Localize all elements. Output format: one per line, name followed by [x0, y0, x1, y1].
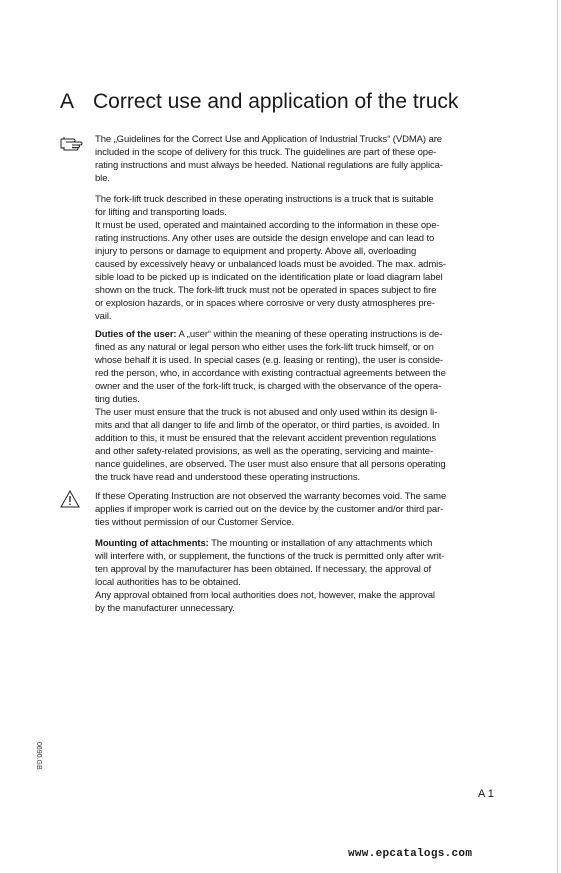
document-code: 0690.GB [35, 742, 42, 770]
footer-url: www.epcatalogs.com [348, 848, 473, 860]
pointing-hand-icon [60, 135, 86, 156]
page-number: A 1 [478, 788, 494, 800]
text-line: ties without permission of our Customer Service. [95, 517, 295, 528]
text-line: owner and the user of the fork-lift truck, is charged with the observance of the opera- [95, 381, 442, 392]
text-line: shown on the truck. The fork-lift truck must not be operated in spaces subject to fire [95, 285, 437, 296]
text-line: for lifting and transporting loads. [95, 207, 227, 218]
text-line: The „Guidelines for the Correct Use and Application of Industrial Trucks“ (VDMA) are [95, 134, 442, 145]
page-edge-line [557, 0, 558, 873]
page-title [60, 89, 520, 115]
text-line: applies if improper work is carried out on the device by the customer and/or third par- [95, 504, 444, 515]
text-line: ten approval by the manufacturer has been obtained. If necessary, the approval of [95, 564, 432, 575]
text-line: vail. [95, 311, 112, 322]
paragraph-guidelines [95, 133, 499, 185]
chapter-letter: A [60, 90, 75, 113]
text-line: and other safety-related provisions, as well as the operating, servicing and mainte- [95, 446, 434, 457]
paragraph-duties-of-user [95, 328, 499, 484]
text-line [95, 328, 499, 341]
text-line: It must be used, operated and maintained according to the information in these ope- [95, 220, 440, 231]
text-line: red the person, who, in accordance with existing contractual agreements between the [95, 368, 446, 379]
text-line: sible load to be picked up is indicated on the identification plate or load diagram label [95, 272, 443, 283]
text-line: rating instructions. Any other uses are outside the design envelope and can lead to [95, 233, 435, 244]
text-line: mits and that all danger to life and limb of the operator, or third parties, is avoided. In [95, 420, 440, 431]
text-line: the truck have read and understood these operating instructions. [95, 472, 361, 483]
text-line: fined as any natural or legal person who either uses the fork-lift truck himself, or on [95, 342, 434, 353]
text-line: addition to this, it must be ensured that the relevant accident prevention regulations [95, 433, 437, 444]
paragraph-intended-use [95, 193, 499, 323]
text-line: Any approval obtained from local authorities does not, however, make the approval [95, 590, 435, 601]
text-line: ble. [95, 173, 110, 184]
text-line: ting duties. [95, 394, 140, 405]
warning-triangle-icon [60, 490, 80, 513]
text-line: by the manufacturer unnecessary. [95, 603, 235, 614]
attachments-heading: Mounting of attachments: [95, 538, 209, 549]
text-line: will interfere with, or supplement, the functions of the truck is permitted only after writ- [95, 551, 445, 562]
text-line [95, 537, 499, 550]
text-line: or explosion hazards, or in spaces where corrosive or very dusty atmospheres pre- [95, 298, 435, 309]
attachments-first-line: The mounting or installation of any attachments which [208, 538, 433, 549]
duties-first-line: A „user“ within the meaning of these operating instructions is de- [176, 329, 443, 340]
text-line: included in the scope of delivery for this truck. The guidelines are part of these ope- [95, 147, 437, 158]
text-line: injury to persons or damage to equipment and property. Above all, overloading [95, 246, 417, 257]
text-line: whose behalf it is used. In special cases (e.g. leasing or renting), the user is conside- [95, 355, 444, 366]
text-line: local authorities has to be obtained. [95, 577, 241, 588]
chapter-title: Correct use and application of the truck [93, 90, 459, 113]
text-line: The fork-lift truck described in these operating instructions is a truck that is suitable [95, 194, 434, 205]
text-line: The user must ensure that the truck is not abused and only used within its design li- [95, 407, 438, 418]
text-line: rating instructions and must always be heeded. National regulations are fully applica- [95, 160, 443, 171]
paragraph-warranty [95, 490, 499, 529]
text-line: caused by excessively heavy or unbalanced loads must be avoided. The max. admis- [95, 259, 446, 270]
duties-heading: Duties of the user: [95, 329, 177, 340]
text-line: If these Operating Instruction are not observed the warranty becomes void. The same [95, 491, 447, 502]
text-line: nance guidelines, are observed. The user must also ensure that all persons operating [95, 459, 446, 470]
paragraph-attachments [95, 537, 499, 615]
